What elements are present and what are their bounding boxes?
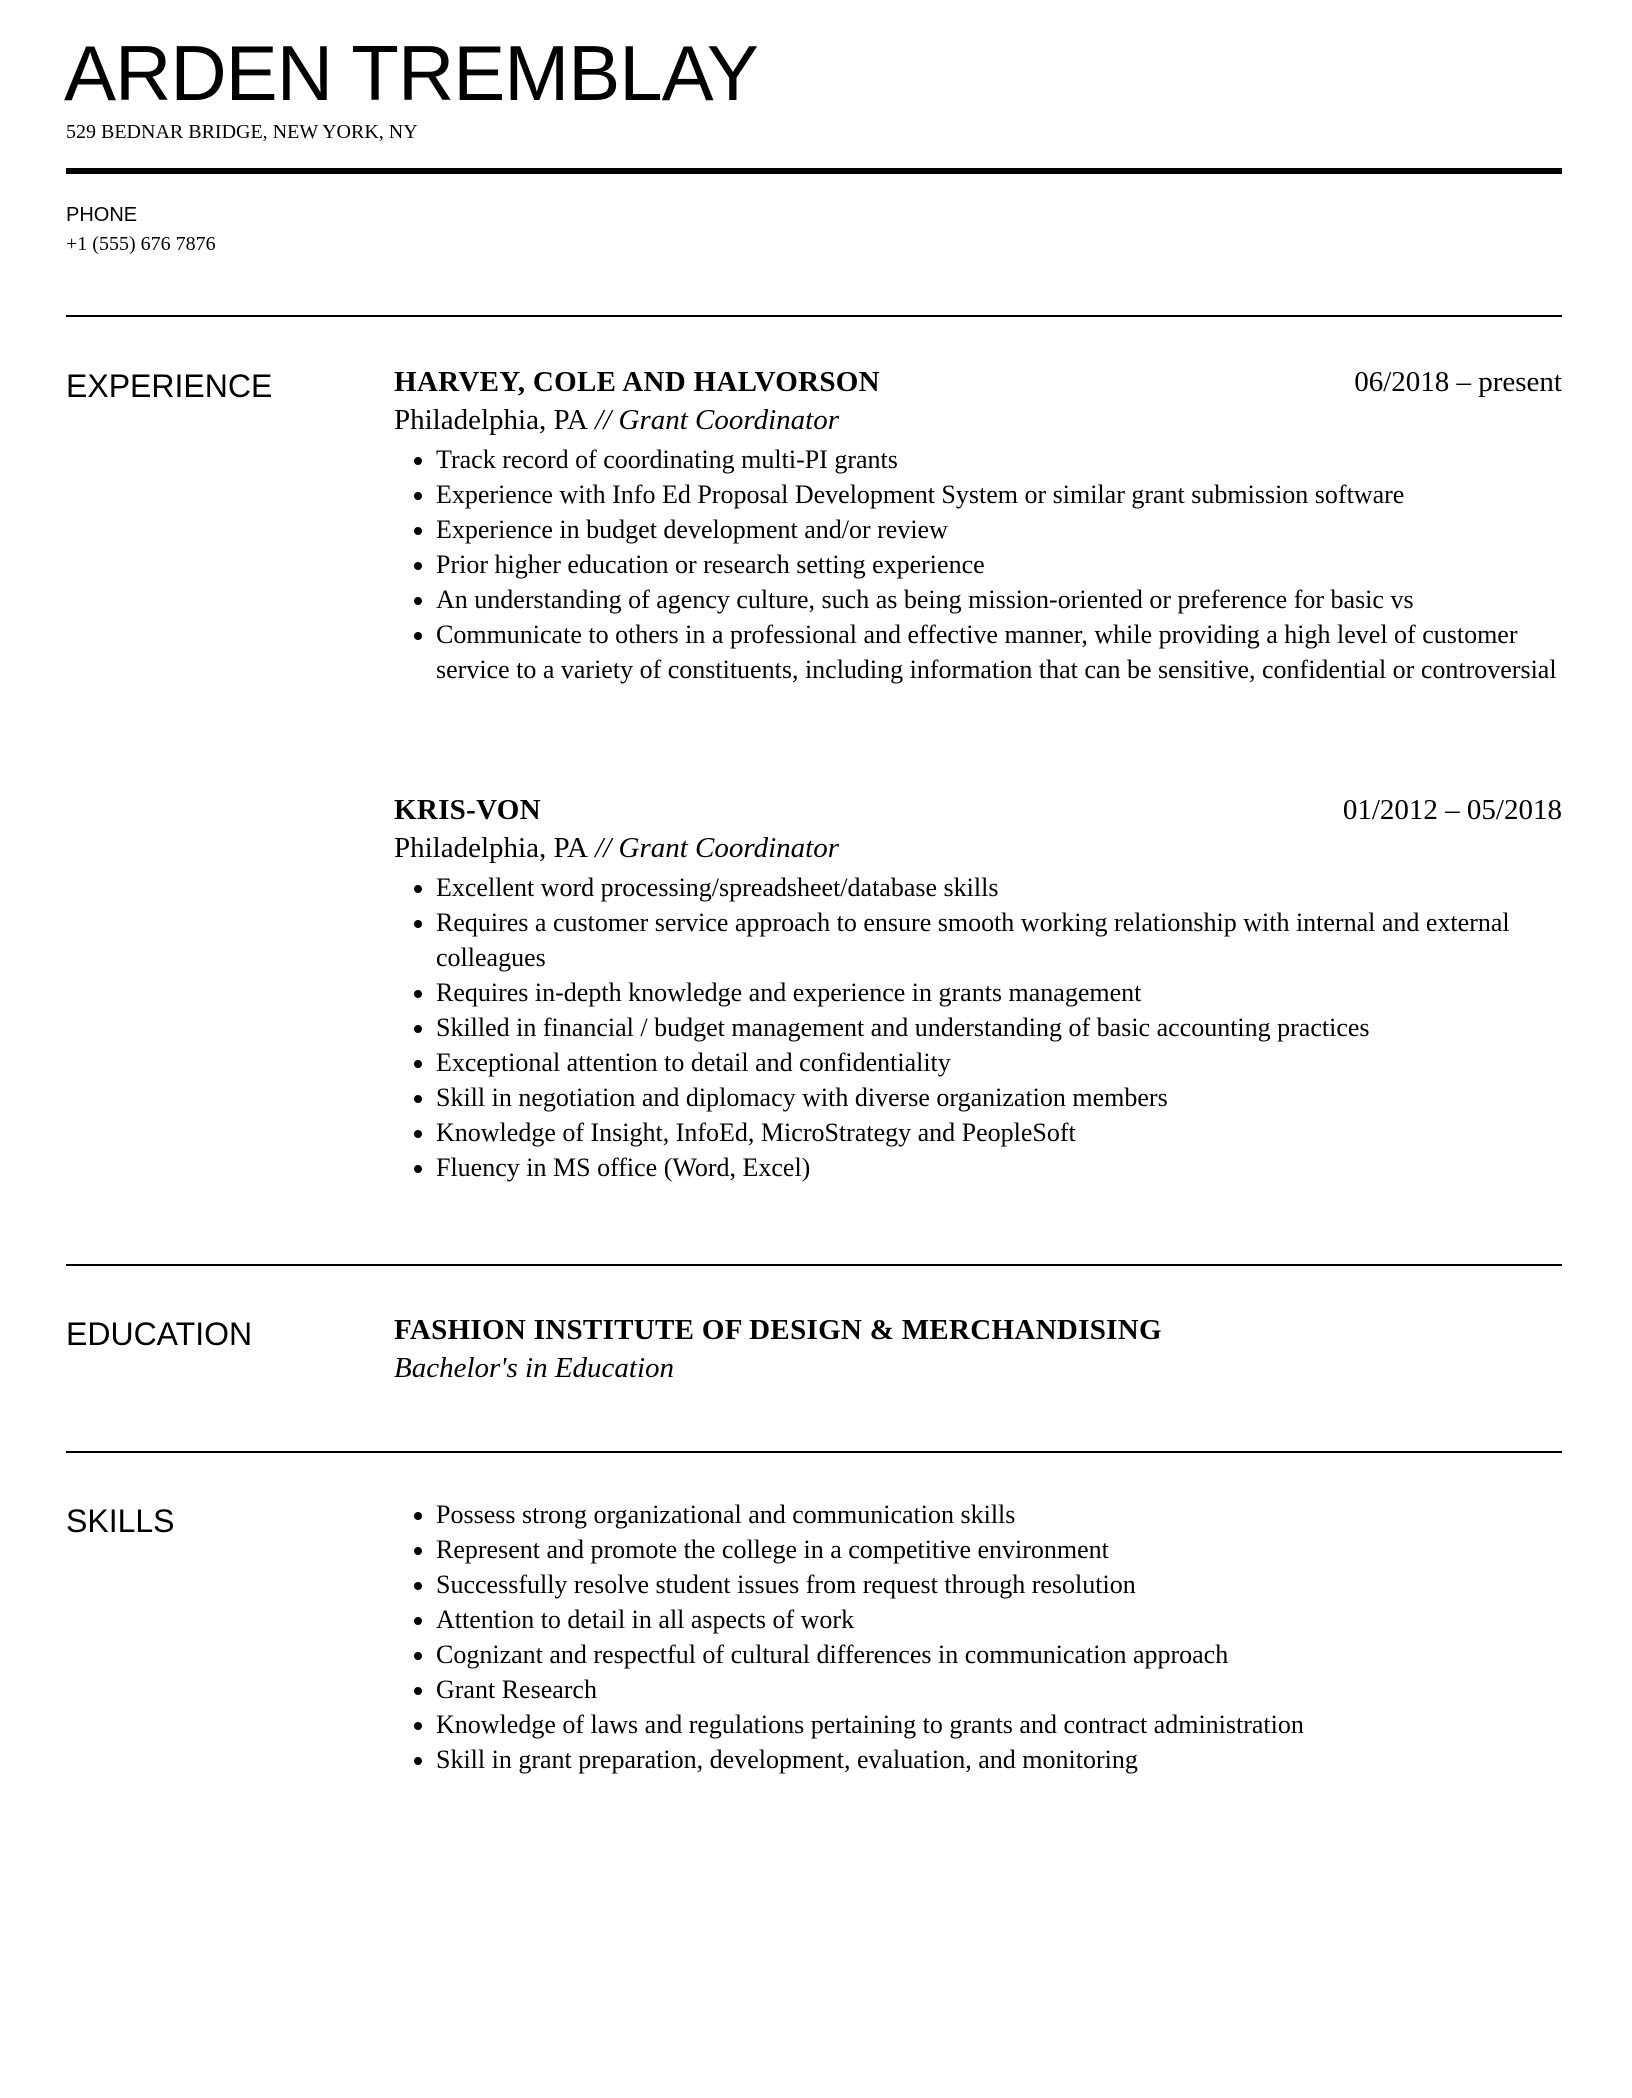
list-item: • Knowledge of Insight, InfoEd, MicroStrategy and PeopleSoft xyxy=(436,1115,1562,1150)
job-separator: // xyxy=(587,832,619,864)
job-dates: 06/2018 – present xyxy=(1354,366,1562,398)
job-company: KRIS-VON xyxy=(394,794,541,826)
list-item: • Exceptional attention to detail and confidentiality xyxy=(436,1045,1562,1080)
section-divider xyxy=(66,1264,1562,1266)
list-item: • Experience in budget development and/or review xyxy=(436,512,1562,547)
header-divider xyxy=(66,168,1562,174)
list-item: • Requires a customer service approach to ensure smooth working relationship with internal and external colleagues xyxy=(436,905,1562,975)
list-item: • An understanding of agency culture, such as being mission-oriented or preference for basic vs xyxy=(436,582,1562,617)
list-item: • Successfully resolve student issues from request through resolution xyxy=(436,1567,1562,1602)
list-item: • Excellent word processing/spreadsheet/database skills xyxy=(436,870,1562,905)
phone-value: +1 (555) 676 7876 xyxy=(66,233,216,255)
list-item: • Prior higher education or research setting experience xyxy=(436,547,1562,582)
job-entry xyxy=(394,792,1562,1185)
job-role: Grant Coordinator xyxy=(618,404,840,436)
candidate-address: 529 BEDNAR BRIDGE, NEW YORK, NY xyxy=(66,121,418,143)
list-item: • Skill in grant preparation, development, evaluation, and monitoring xyxy=(436,1742,1562,1777)
list-item: • Skilled in financial / budget management and understanding of basic accounting practices xyxy=(436,1010,1562,1045)
job-subtitle xyxy=(394,400,1562,440)
skills-heading: SKILLS xyxy=(66,1503,175,1539)
job-dates: 01/2012 – 05/2018 xyxy=(1342,794,1562,826)
list-item: • Possess strong organizational and communication skills xyxy=(436,1497,1562,1532)
section-divider xyxy=(66,1451,1562,1453)
job-header xyxy=(394,792,1562,828)
list-item: • Grant Research xyxy=(436,1672,1562,1707)
experience-heading: EXPERIENCE xyxy=(66,368,273,404)
education-heading: EDUCATION xyxy=(66,1316,253,1352)
list-item: • Attention to detail in all aspects of work xyxy=(436,1602,1562,1637)
job-subtitle xyxy=(394,828,1562,868)
skills-list xyxy=(394,1497,1562,1777)
job-separator: // xyxy=(587,404,619,436)
education-school: FASHION INSTITUTE OF DESIGN & MERCHANDISING xyxy=(394,1314,1162,1346)
list-item: • Cognizant and respectful of cultural differences in communication approach xyxy=(436,1637,1562,1672)
list-item: • Represent and promote the college in a competitive environment xyxy=(436,1532,1562,1567)
job-location: Philadelphia, PA xyxy=(394,404,588,436)
education-entry xyxy=(394,1312,1562,1388)
job-bullets xyxy=(394,442,1562,687)
skills-entry xyxy=(394,1497,1562,1777)
list-item: • Experience with Info Ed Proposal Development System or similar grant submission software xyxy=(436,477,1562,512)
education-degree: Bachelor's in Education xyxy=(394,1352,675,1384)
list-item: • Fluency in MS office (Word, Excel) xyxy=(436,1150,1562,1185)
section-divider xyxy=(66,315,1562,317)
list-item: • Skill in negotiation and diplomacy with diverse organization members xyxy=(436,1080,1562,1115)
list-item: • Requires in-depth knowledge and experience in grants management xyxy=(436,975,1562,1010)
job-bullets xyxy=(394,870,1562,1185)
list-item: • Communicate to others in a professional and effective manner, while providing a high level of customer service to a variety of constituents, including information that can be sensitive, confidential or controversial xyxy=(436,617,1562,687)
job-entry xyxy=(394,364,1562,687)
list-item: • Track record of coordinating multi-PI grants xyxy=(436,442,1562,477)
job-company: HARVEY, COLE AND HALVORSON xyxy=(394,366,880,398)
list-item: • Knowledge of laws and regulations pertaining to grants and contract administration xyxy=(436,1707,1562,1742)
job-role: Grant Coordinator xyxy=(618,832,840,864)
phone-label: PHONE xyxy=(66,204,138,226)
candidate-name: ARDEN TREMBLAY xyxy=(64,29,758,117)
job-location: Philadelphia, PA xyxy=(394,832,588,864)
job-header xyxy=(394,364,1562,400)
